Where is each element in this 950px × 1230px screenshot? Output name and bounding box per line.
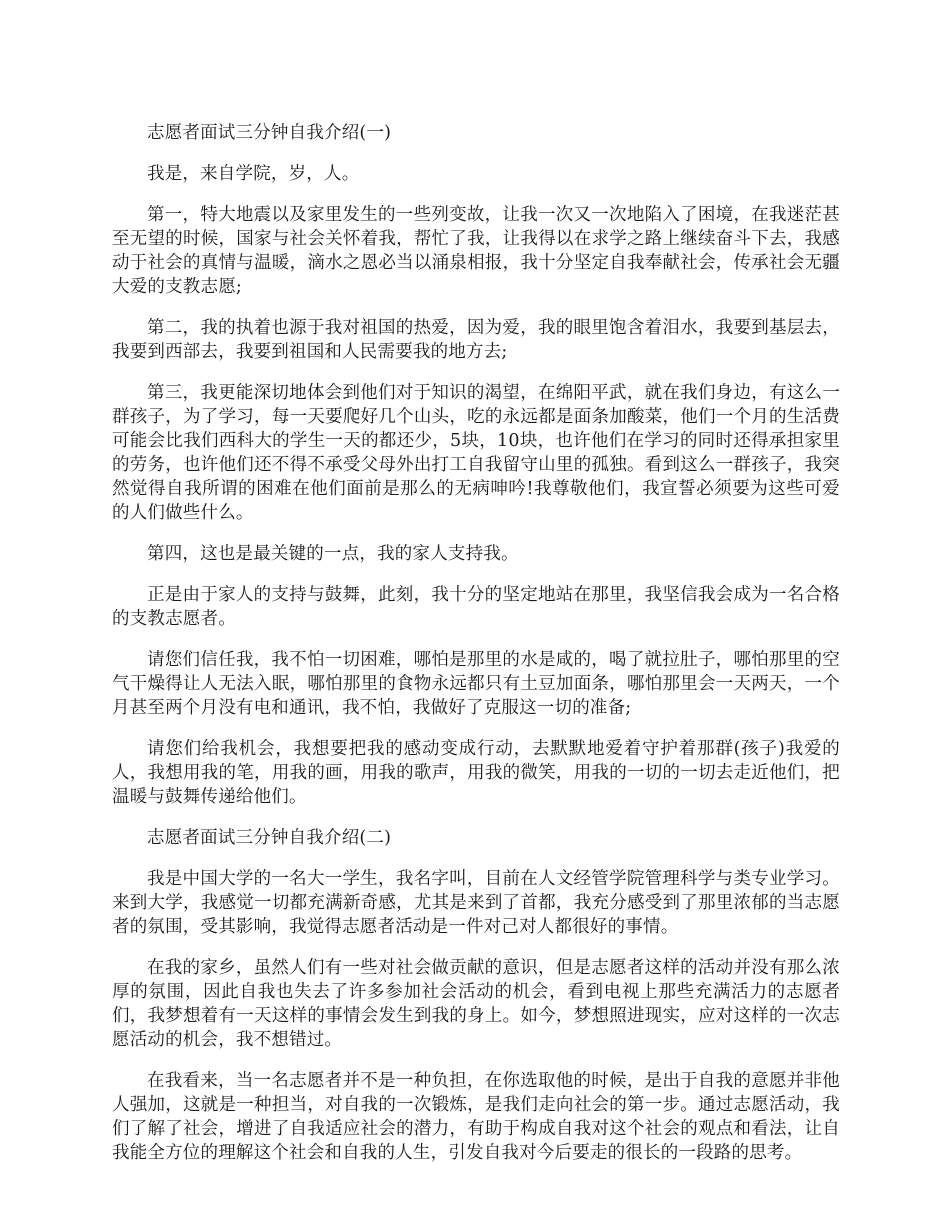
paragraph-opportunity: 请您们给我机会，我想要把我的感动变成行动，去默默地爱着守护着那群(孩子)我爱的人，我想用我的笔，用我的画，用我的歌声，用我的微笑，用我的一切的一切去走近他们，把温暖与鼓舞传递给他们。 [112, 739, 840, 807]
paragraph-trust: 请您们信任我，我不怕一切困难，哪怕是那里的水是咸的，喝了就拉肚子，哪怕那里的空气干燥得让人无法入眠，哪怕那里的食物永远都只有土豆加面条，哪怕那里会一天两天，一个月甚至两个月没有电和通讯，我不怕，我做好了克服这一切的准备; [112, 650, 840, 718]
section-heading-1: 志愿者面试三分钟自我介绍(一) [147, 123, 392, 143]
paragraph-first: 第一，特大地震以及家里发生的一些列变故，让我一次又一次地陷入了困境，在我迷茫甚至无望的时候，国家与社会关怀着我，帮忙了我，让我得以在求学之路上继续奋斗下去，我感动于社会的真情与温暖，滴水之恩必当以涌泉相报，我十分坚定自我奉献社会，传承社会无疆大爱的支教志愿; [112, 205, 840, 297]
paragraph-hometown: 在我的家乡，虽然人们有一些对社会做贡献的意识，但是志愿者这样的活动并没有那么浓厚的氛围，因此自我也失去了许多参加社会活动的机会，看到电视上那些充满活力的志愿者们，我梦想着有一天这样的事情会发生到我的身上。如今，梦想照进现实，应对这样的一次志愿活动的机会，我不想错过。 [112, 958, 840, 1050]
paragraph-reflection: 在我看来，当一名志愿者并不是一种负担，在你选取他的时候，是出于自我的意愿并非他人强加，这就是一种担当，对自我的一次锻炼，是我们走向社会的第一步。通过志愿活动，我们了解了社会，增进了自我适应社会的潜力，有助于构成自我对这个社会的观点和看法，让自我能全方位的理解这个社会和自我的人生，引发自我对今后要走的很长的一段路的思考。 [112, 1071, 840, 1163]
paragraph-second: 第二，我的执着也源于我对祖国的热爱，因为爱，我的眼里饱含着泪水，我要到基层去，我要到西部去，我要到祖国和人民需要我的地方去; [112, 318, 840, 362]
paragraph-student-intro: 我是中国大学的一名大一学生，我名字叫，目前在人文经管学院管理科学与类专业学习。来到大学，我感觉一切都充满新奇感，尤其是来到了首都，我充分感受到了那里浓郁的当志愿者的氛围，受其影响，我觉得志愿者活动是一件对己对人都很好的事情。 [112, 869, 840, 937]
paragraph-third: 第三，我更能深切地体会到他们对于知识的渴望，在绵阳平武，就在我们身边，有这么一群孩子，为了学习，每一天要爬好几个山头，吃的永远都是面条加酸菜，他们一个月的生活费可能会比我们西科大的学生一天的都还少，5块，10块，也许他们在学习的同时还得承担家里的劳务，也许他们还不得不承受父母外出打工自我留守山里的孤独。看到这么一群孩子，我突然觉得自我所谓的困难在他们面前是那么的无病呻吟!我尊敬他们，我宣誓必须要为这些可爱的人们做些什么。 [112, 383, 840, 523]
paragraph-intro: 我是，来自学院，岁，人。 [147, 164, 360, 184]
paragraph-family-support: 正是由于家人的支持与鼓舞，此刻，我十分的坚定地站在那里，我坚信我会成为一名合格的支教志愿者。 [112, 585, 840, 629]
paragraph-fourth: 第四，这也是最关键的一点，我的家人支持我。 [147, 544, 519, 564]
document-page [112, 121, 840, 1182]
section-heading-2: 志愿者面试三分钟自我介绍(二) [147, 828, 392, 848]
